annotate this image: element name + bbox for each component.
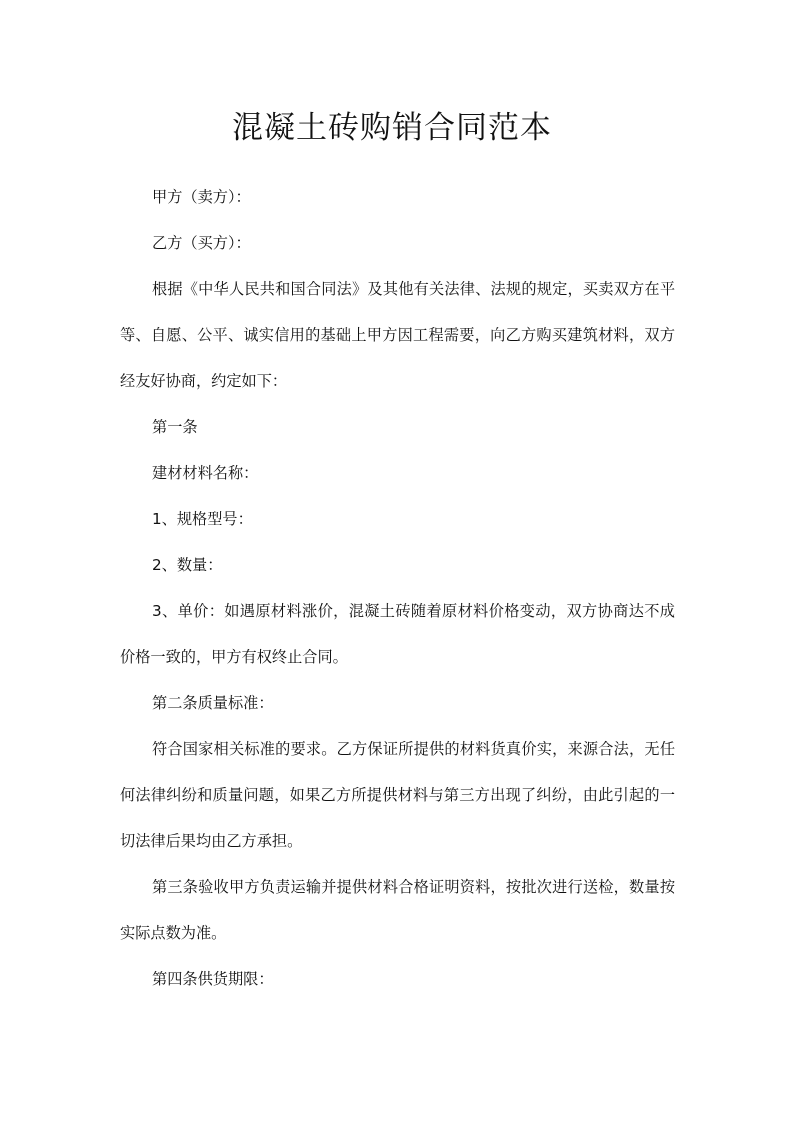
unit-price: 3、单价：如遇原材料涨价，混凝土砖随着原材料价格变动，双方协商达不成价格一致的，甲方有权终止合同。 <box>120 602 675 666</box>
document-title: 混凝土砖购销合同范本 <box>232 110 552 146</box>
material-name: 建材材料名称： <box>152 464 259 482</box>
article-3-acceptance: 第三条验收甲方负责运输并提供材料合格证明资料，按批次进行送检，数量按实际点数为准。 <box>120 878 675 942</box>
spec-model: 1、规格型号： <box>152 510 253 528</box>
party-a: 甲方（卖方）： <box>152 188 251 206</box>
quantity: 2、数量： <box>152 556 223 574</box>
document-body <box>120 174 675 1002</box>
quality-standard: 符合国家相关标准的要求。乙方保证所提供的材料货真价实，来源合法，无任何法律纠纷和质量问题，如果乙方所提供材料与第三方出现了纠纷，由此引起的一切法律后果均由乙方承担。 <box>120 740 675 850</box>
preamble: 根据《中华人民共和国合同法》及其他有关法律、法规的规定，买卖双方在平等、自愿、公平、诚实信用的基础上甲方因工程需要，向乙方购买建筑材料，双方经友好协商，约定如下： <box>120 280 675 390</box>
article-2-heading: 第二条质量标准： <box>152 694 274 712</box>
article-4-heading: 第四条供货期限： <box>152 970 274 988</box>
party-b: 乙方（买方）： <box>152 234 251 252</box>
article-1-heading: 第一条 <box>152 418 198 436</box>
